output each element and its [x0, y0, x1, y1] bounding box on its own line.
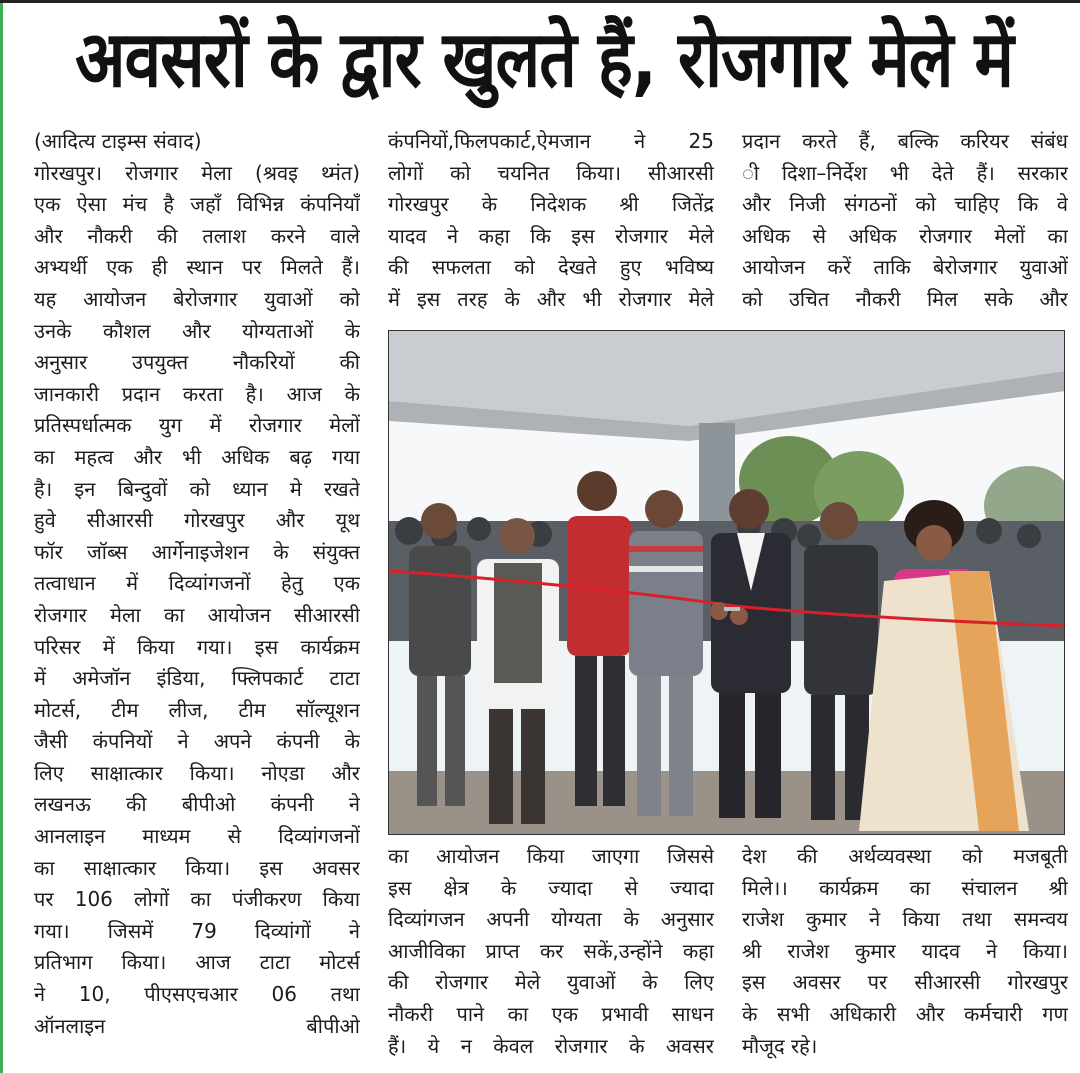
article-line: राजेश कुमार ने किया तथा समन्वय: [742, 907, 1068, 932]
article-line: ी दिशा–निर्देश भी देते हैं। सरकार: [742, 160, 1068, 185]
article-line: में अमेजॉन इंडिया, फ्लिपकार्ट टाटा: [34, 666, 360, 691]
article-line: यादव ने कहा कि इस रोजगार मेले: [388, 223, 714, 248]
article-line: गया। जिसमें 79 दिव्यांगों ने: [34, 918, 360, 943]
article-line: आनलाइन माध्यम से दिव्यांगजनों: [34, 824, 360, 849]
article-line: और निजी संगठनों को चाहिए कि वे: [742, 192, 1068, 217]
article-line: पर 106 लोगों का पंजीकरण किया: [34, 887, 360, 912]
article-line: एक ऐसा मंच है जहाँ विभिन्न कंपनियाँ: [34, 192, 360, 217]
article-line: है। इन बिन्दुवों को ध्यान मे रखते: [34, 476, 360, 501]
headline: अवसरों के द्वार खुलते हैं, रोजगार मेले में: [75, 13, 1013, 105]
article-line: अभ्यर्थी एक ही स्थान पर मिलते हैं।: [34, 255, 360, 280]
article-line: नौकरी पाने का एक प्रभावी साधन: [388, 1001, 714, 1026]
article-line: आयोजन करें ताकि बेरोजगार युवाओं: [742, 255, 1068, 280]
article-line: लोगों को चयनित किया। सीआरसी: [388, 160, 714, 185]
article-line: इस क्षेत्र के ज्यादा से ज्यादा: [388, 875, 714, 900]
article-line: लखनऊ की बीपीओ कंपनी ने: [34, 792, 360, 817]
article-line: की रोजगार मेले युवाओं के लिए: [388, 970, 714, 995]
article-column-2-top: [388, 126, 714, 316]
article-line: की सफलता को देखते हुए भविष्य: [388, 255, 714, 280]
article-line: लिए साक्षात्कार किया। नोएडा और: [34, 760, 360, 785]
article-line: को उचित नौकरी मिल सके और: [742, 286, 1068, 311]
article-line: का साक्षात्कार किया। इस अवसर: [34, 855, 360, 880]
article-line: आजीविका प्राप्त कर सकें,उन्होंने कहा: [388, 938, 714, 963]
article-line: में इस तरह के और भी रोजगार मेले: [388, 286, 714, 311]
article-line: कंपनियों,फिलपकार्ट,ऐमजान ने 25: [388, 129, 714, 153]
article-column-3-top: [742, 126, 1068, 316]
article-line: ऑनलाइन बीपीओ: [34, 1013, 360, 1038]
article-line: हैं। ये न केवल रोजगार के अवसर: [388, 1033, 714, 1058]
article-column-1: [34, 126, 360, 1042]
article-line: और नौकरी की तलाश करने वाले: [34, 223, 360, 248]
article-line: यह आयोजन बेरोजगार युवाओं को: [34, 286, 360, 311]
ribbon-cutting-photo-illustration: [389, 331, 1065, 835]
article-line: मौजूद रहे।: [742, 1033, 818, 1058]
article-line: अनुसार उपयुक्त नौकरियों की: [34, 350, 360, 375]
article-line: हुवे सीआरसी गोरखपुर और यूथ: [34, 508, 360, 533]
article-line: श्री राजेश कुमार यादव ने किया।: [742, 938, 1068, 963]
event-photo: [388, 330, 1065, 835]
article-line: मिले।। कार्यक्रम का संचालन श्री: [742, 875, 1068, 900]
article-line: अधिक से अधिक रोजगार मेलों का: [742, 223, 1068, 248]
article-line: प्रदान करते हैं, बल्कि करियर संबंध: [742, 129, 1068, 153]
left-accent-rule: [0, 3, 3, 1073]
article-line: गोरखपुर। रोजगार मेला (श्रवइ थ्मंत): [34, 160, 360, 185]
article-line: रोजगार मेला का आयोजन सीआरसी: [34, 602, 360, 627]
article-line: देश की अर्थव्यवस्था को मजबूती: [742, 844, 1068, 868]
article-line: इस अवसर पर सीआरसी गोरखपुर: [742, 970, 1068, 995]
article-line: तत्वाधान में दिव्यांगजनों हेतु एक: [34, 571, 360, 596]
article-line: मोटर्स, टीम लीज, टीम सॉल्यूशन: [34, 697, 360, 722]
article-line: फॉर जॉब्स आर्गेनाइजेशन के संयुक्त: [34, 539, 360, 564]
article-line: उनके कौशल और योग्यताओं के: [34, 318, 360, 343]
article-line: (आदित्य टाइम्स संवाद): [34, 129, 202, 153]
article-line: का आयोजन किया जाएगा जिससे: [388, 844, 714, 868]
article-line: परिसर में किया गया। इस कार्यक्रम: [34, 634, 360, 659]
article-line: जैसी कंपनियों ने अपने कंपनी के: [34, 729, 360, 754]
article-line: का महत्व और भी अधिक बढ़ गया: [34, 444, 360, 469]
article-line: प्रतिस्पर्धात्मक युग में रोजगार मेलों: [34, 413, 360, 438]
article-line: के सभी अधिकारी और कर्मचारी गण: [742, 1001, 1068, 1026]
article-line: जानकारी प्रदान करता है। आज के: [34, 381, 360, 406]
article-line: प्रतिभाग किया। आज टाटा मोटर्स: [34, 950, 360, 975]
article-line: दिव्यांगजन अपनी योग्यता के अनुसार: [388, 907, 714, 932]
article-column-2-bottom: [388, 841, 714, 1062]
article-line: गोरखपुर के निदेशक श्री जितेंद्र: [388, 192, 714, 217]
article-column-3-bottom: [742, 841, 1068, 1062]
article-line: ने 10, पीएसएचआर 06 तथा: [34, 982, 360, 1007]
